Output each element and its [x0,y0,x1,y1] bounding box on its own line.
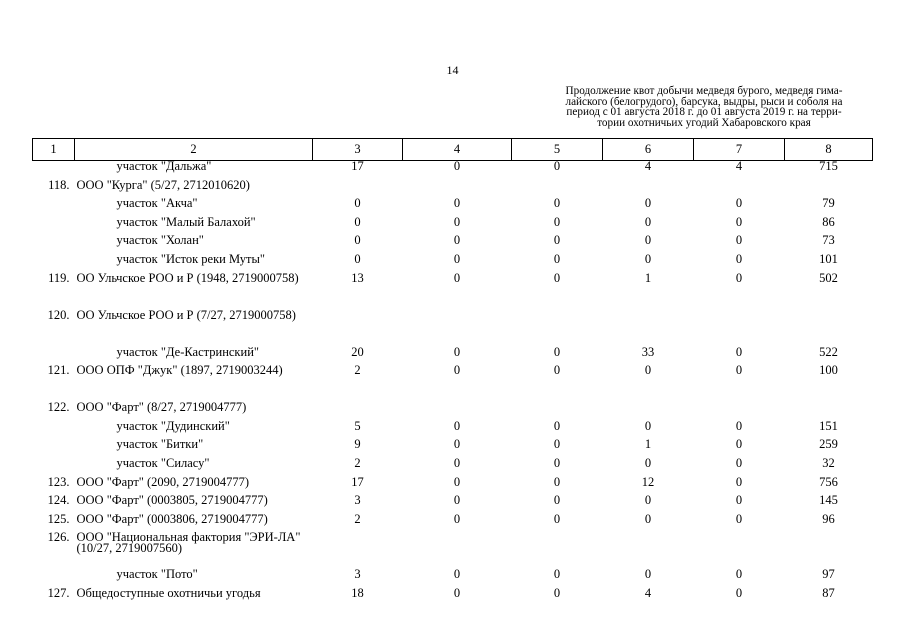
quota-value-col-7 [694,402,785,421]
table-header-row [33,139,873,161]
table-row [33,588,873,607]
quota-value-col-8: 87 [822,585,835,600]
quota-value-col-6: 12 [641,474,655,489]
hunting-area-name: участок "Дальжа" [116,159,212,173]
quota-value-col-3: 5 [354,418,361,433]
organization-name: ООО "Фарт" (2090, 2719004777) [76,474,250,489]
column-header: 3 [313,139,403,161]
quota-value-col-6: 0 [644,567,652,582]
column-header: 1 [33,139,75,161]
organization-name: ОО Ульчское РОО и Р (7/27, 2719000758) [76,307,296,322]
row-number [33,458,75,477]
quota-value-col-5: 0 [553,455,561,470]
hunting-area-name: участок "Акча" [116,196,198,211]
quota-value-col-8: 73 [822,233,835,248]
hunting-area-name: участок "Битки" [116,437,204,452]
quota-value-col-6: 0 [644,493,652,508]
quota-value-col-7: 0 [735,493,743,508]
quota-value-col-7: 0 [735,344,743,359]
row-number [33,217,75,236]
table-row [33,365,873,402]
quota-value-col-6: 0 [644,214,652,229]
organization-name: ООО "Фарт" (0003805, 2719004777) [76,493,268,508]
table-row [33,402,873,421]
quota-value-col-7 [694,310,785,347]
table-row [33,495,873,514]
quota-value-col-4: 0 [453,567,461,582]
quota-value-col-3: 0 [354,233,361,248]
quota-value-col-6: 0 [644,418,652,433]
quota-value-col-5: 0 [553,363,561,378]
table-caption [538,86,870,128]
quota-value-col-5: 0 [553,493,561,508]
quota-value-col-4 [403,532,512,569]
quota-value-col-4: 0 [453,159,461,173]
quota-value-col-6: 0 [644,196,652,211]
quota-value-col-3: 0 [354,214,361,229]
quota-value-col-4: 0 [453,418,461,433]
quota-value-col-7: 0 [735,511,743,526]
quota-value-col-4: 0 [453,233,461,248]
quota-value-col-5: 0 [553,474,561,489]
quota-value-col-8: 32 [822,455,835,470]
quota-value-col-5: 0 [553,418,561,433]
row-number [33,254,75,273]
caption-line: Продолжение квот добычи медведя бурого, медведя гима- [565,85,843,97]
quota-value-col-8 [785,310,873,347]
column-header: 7 [694,139,785,161]
quota-value-col-3: 17 [351,159,364,173]
column-header: 6 [603,139,694,161]
quota-value-col-8: 756 [819,474,838,489]
quota-value-col-3: 13 [351,270,364,285]
table-row [33,310,873,347]
quota-value-col-8: 97 [822,567,835,582]
organization-name: ОО Ульчское РОО и Р (1948, 2719000758) [76,270,299,285]
quota-value-col-7: 0 [735,363,743,378]
quota-value-col-7: 0 [735,437,743,452]
organization-name: ООО "Фарт" (8/27, 2719004777) [76,400,247,415]
quota-value-col-6 [603,402,694,421]
quota-value-col-4: 0 [453,585,461,600]
quota-value-col-8: 522 [819,344,838,359]
quota-value-col-3 [313,402,403,421]
quota-value-col-5: 0 [553,159,561,173]
table-body [33,161,873,607]
quota-value-col-6: 0 [644,455,652,470]
quota-value-col-4: 0 [453,363,461,378]
quota-value-col-4: 0 [453,251,461,266]
quota-value-col-8 [785,532,873,569]
quota-value-col-5: 0 [553,251,561,266]
table-row [33,254,873,273]
quota-value-col-3: 3 [354,567,361,582]
quota-value-col-3: 20 [351,344,364,359]
quota-value-col-6 [603,310,694,347]
quota-value-col-5: 0 [553,270,561,285]
organization-name: ООО ОПФ "Джук" (1897, 2719003244) [76,363,283,378]
quota-value-col-6: 1 [644,270,652,285]
quota-value-col-4: 0 [453,493,461,508]
hunting-area-name: участок "Малый Балахой" [116,214,256,229]
quota-value-col-8: 86 [822,214,835,229]
quota-value-col-6: 0 [644,251,652,266]
table-row [33,198,873,217]
table-row [33,458,873,477]
quota-value-col-3: 2 [354,455,361,470]
quota-value-col-6: 4 [644,159,652,173]
quota-value-col-4: 0 [453,344,461,359]
quota-value-col-8: 151 [819,418,838,433]
quota-value-col-4: 0 [453,437,461,452]
quota-value-col-7: 0 [735,196,743,211]
quota-value-col-8: 96 [822,511,835,526]
quota-value-col-6: 0 [644,363,652,378]
row-number: 125. [47,511,70,526]
hunting-area-name: участок "Пото" [116,567,198,582]
quota-value-col-5 [512,310,603,347]
row-number: 120. [47,307,70,322]
quota-value-col-7: 0 [735,214,743,229]
row-number: 118. [48,177,70,192]
quota-value-col-8: 100 [819,363,838,378]
quota-value-col-3 [313,310,403,347]
quota-value-col-5: 0 [553,585,561,600]
quota-value-col-8: 259 [819,437,838,452]
quota-table [32,138,873,607]
quota-value-col-6: 4 [644,585,652,600]
row-number [33,421,75,440]
quota-value-col-4: 0 [453,474,461,489]
caption-line: период с 01 августа 2018 г. до 01 августа 2019 г. на терри- [566,106,842,118]
quota-value-col-3: 9 [354,437,361,452]
row-number [33,161,75,180]
quota-value-col-8 [785,402,873,421]
quota-value-col-8: 79 [822,196,835,211]
quota-value-col-4: 0 [453,455,461,470]
quota-value-col-8: 715 [819,159,838,173]
quota-value-col-7: 0 [735,455,743,470]
quota-value-col-5: 0 [553,511,561,526]
row-number [33,439,75,458]
quota-value-col-7: 0 [735,474,743,489]
organization-name: ООО "Курга" (5/27, 2712010620) [76,177,250,192]
row-number: 124. [47,493,70,508]
row-number: 121. [47,363,70,378]
quota-value-col-3: 0 [354,196,361,211]
quota-value-col-8: 145 [819,493,838,508]
quota-value-col-4: 0 [453,270,461,285]
quota-value-col-4 [403,310,512,347]
quota-value-col-3: 2 [354,511,361,526]
row-number: 123. [47,474,70,489]
quota-value-col-4: 0 [453,511,461,526]
table-row [33,161,873,180]
table-row [33,273,873,310]
row-number [33,198,75,217]
column-header: 8 [785,139,873,161]
column-header: 2 [75,139,313,161]
hunting-area-name: участок "Дудинский" [116,418,230,433]
quota-value-col-8: 101 [819,251,838,266]
organization-name: ООО "Национальная фактория "ЭРИ-ЛА" (10/27, 2719007560) [76,530,301,556]
row-number: 119. [48,270,70,285]
quota-value-col-6: 0 [644,511,652,526]
quota-value-col-5 [512,402,603,421]
quota-value-col-7: 0 [735,233,743,248]
quota-value-col-6: 33 [641,344,655,359]
quota-value-col-3 [313,532,403,569]
row-number: 122. [47,400,70,415]
row-number [33,235,75,254]
quota-value-col-3: 3 [354,493,361,508]
quota-value-col-5: 0 [553,196,561,211]
quota-value-col-5: 0 [553,437,561,452]
quota-value-col-5 [512,532,603,569]
organization-name: Общедоступные охотничьи угодья [76,585,261,600]
quota-value-col-5: 0 [553,567,561,582]
row-number: 127. [47,585,70,600]
quota-value-col-7: 0 [735,251,743,266]
quota-value-col-6 [603,532,694,569]
quota-value-col-4: 0 [453,214,461,229]
organization-name: ООО "Фарт" (0003806, 2719004777) [76,511,268,526]
quota-value-col-5: 0 [553,214,561,229]
hunting-area-name: участок "Де-Кастринский" [116,344,259,359]
row-number: 126. [47,530,70,545]
quota-value-col-4: 0 [453,196,461,211]
quota-value-col-7: 0 [735,585,743,600]
quota-value-col-4 [403,402,512,421]
hunting-area-name: участок "Холан" [116,233,204,248]
caption-line: лайского (белогрудого), барсука, выдры, рыси и соболя на [565,95,843,108]
quota-value-col-7: 4 [735,159,743,173]
quota-value-col-3: 17 [351,474,364,489]
table-row [33,532,873,569]
column-header: 5 [512,139,603,161]
quota-value-col-3: 18 [351,585,364,600]
quota-value-col-7: 0 [735,270,743,285]
quota-value-col-3: 0 [354,251,361,266]
quota-value-col-7: 0 [735,567,743,582]
quota-value-col-7 [694,532,785,569]
quota-value-col-6: 1 [644,437,652,452]
quota-value-col-6: 0 [644,233,652,248]
page-number: 14 [446,63,459,77]
quota-value-col-5: 0 [553,233,561,248]
hunting-area-name: участок "Силасу" [116,455,210,470]
quota-value-col-5: 0 [553,344,561,359]
quota-value-col-8: 502 [819,270,838,285]
quota-value-col-7: 0 [735,418,743,433]
hunting-area-name: участок "Исток реки Муты" [116,251,266,266]
caption-line: тории охотничьих угодий Хабаровского края [597,116,811,129]
column-header: 4 [403,139,512,161]
quota-value-col-3: 2 [354,363,361,378]
